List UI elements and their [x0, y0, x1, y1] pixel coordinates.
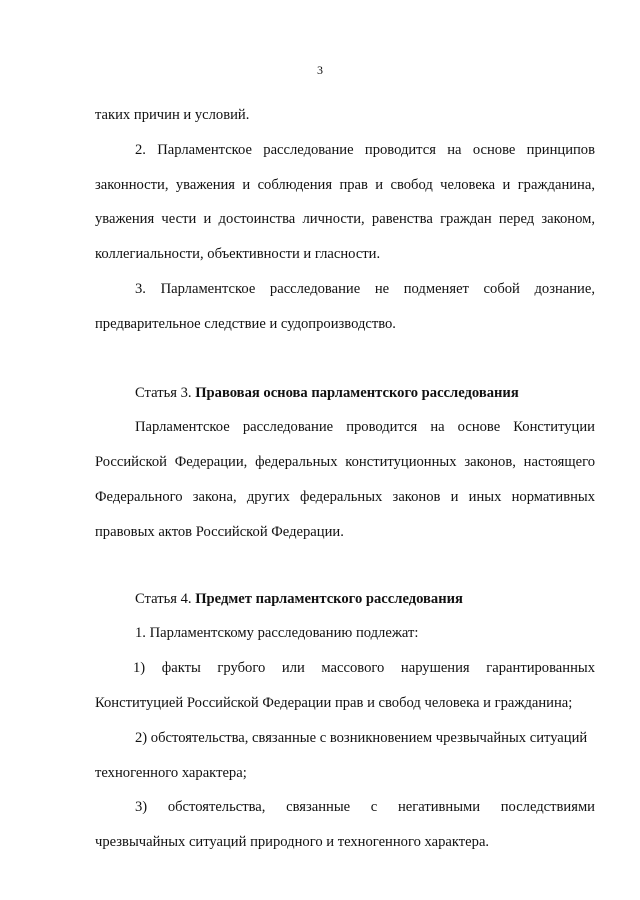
list-item-line: 1) факты грубого или массового нарушения гарантированных [133, 660, 595, 677]
article-4-title: Предмет парламентского расследования [195, 590, 463, 607]
list-item-line: 3) обстоятельства, связанные с негативными последствиями [135, 799, 595, 816]
section-gap [95, 342, 595, 376]
article-3-heading [95, 376, 595, 411]
paragraph-line: Российской Федерации, федеральных конституционных законов, настоящего [95, 454, 595, 471]
paragraph-line: правовых актов Российской Федерации. [95, 523, 344, 540]
article-3-prefix: Статья 3. [135, 384, 192, 401]
paragraph-line: коллегиальности, объективности и гласности. [95, 246, 381, 263]
article-4-heading [95, 582, 595, 617]
paragraph-line: уважения чести и достоинства личности, равенства граждан перед законом, [95, 211, 595, 228]
article-3-title: Правовая основа парламентского расследования [195, 384, 519, 401]
page-number: 3 [317, 63, 323, 77]
paragraph-line: 3. Парламентское расследование не подменяет собой дознание, [135, 280, 595, 297]
paragraph-line: законности, уважения и соблюдения прав и свобод человека и гражданина, [95, 176, 595, 193]
article-4-prefix: Статья 4. [135, 590, 192, 607]
list-item-line: техногенного характера; [95, 764, 247, 781]
paragraph-line: 2. Парламентское расследование проводится на основе принципов [135, 141, 595, 158]
list-item-line: Конституцией Российской Федерации прав и свобод человека и гражданина; [95, 694, 573, 711]
list-item-line: чрезвычайных ситуаций природного и техногенного характера. [95, 834, 490, 851]
paragraph-line: Парламентское расследование проводится на основе Конституции [135, 419, 595, 436]
document-body [95, 98, 595, 860]
list-intro: 1. Парламентскому расследованию подлежат: [135, 625, 419, 642]
list-item-line: 2) обстоятельства, связанные с возникновением чрезвычайных ситуаций [135, 729, 588, 746]
paragraph-line: таких причин и условий. [95, 107, 250, 123]
paragraph-line: предварительное следствие и судопроизводство. [95, 315, 396, 332]
section-gap [95, 550, 595, 582]
paragraph-line: Федерального закона, других федеральных законов и иных нормативных [95, 488, 595, 505]
